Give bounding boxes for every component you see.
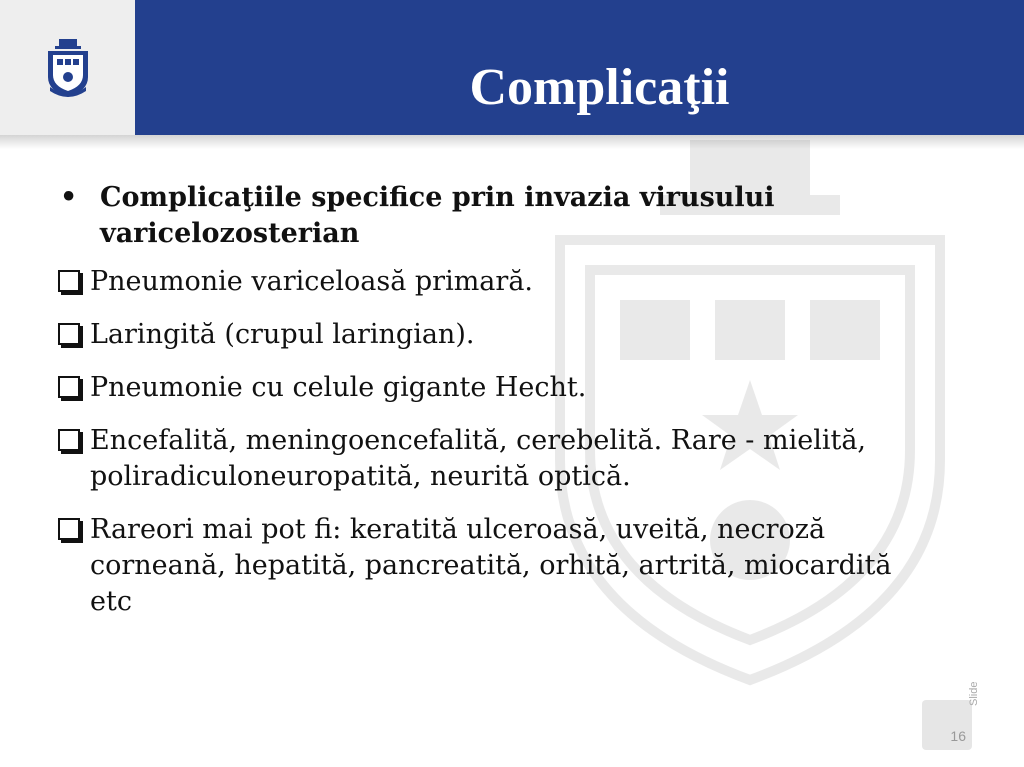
checkbox-bullet-icon — [58, 376, 80, 398]
bullet-dot-icon: • — [60, 182, 78, 213]
checkbox-bullet-icon — [58, 518, 80, 540]
university-crest-icon — [45, 37, 91, 99]
list-item-text: Rareori mai pot fi: keratită ulceroasă, uveită, necroză corneană, hepatită, pancreatită, orhită, artrită, miocardită etc — [90, 514, 892, 617]
list-item — [58, 317, 940, 353]
list-item — [58, 264, 940, 300]
list-item-text: Laringită (crupul laringian). — [90, 319, 475, 350]
slide-label: Slide — [968, 681, 980, 706]
slide-number: 16 — [922, 700, 972, 750]
list-item — [58, 370, 940, 406]
list-item — [58, 512, 940, 620]
page-title: Complicaţii — [469, 59, 730, 116]
checkbox-bullet-icon — [58, 323, 80, 345]
checkbox-bullet-icon — [58, 429, 80, 451]
list-item — [58, 423, 940, 495]
content-area — [60, 180, 940, 637]
logo-area — [0, 0, 135, 135]
header-bar — [135, 0, 1024, 135]
heading-bullet-text: Complicaţiile specifice prin invazia virusului varicelozosterian — [100, 182, 775, 249]
list-item-text: Encefalită, meningoencefalită, cerebelită. Rare - mielită, poliradiculoneuropatită, neurită optică. — [90, 425, 867, 492]
heading-bullet — [60, 180, 940, 252]
list-item-text: Pneumonie variceloasă primară. — [90, 266, 533, 297]
list-item-text: Pneumonie cu celule gigante Hecht. — [90, 372, 587, 403]
checkbox-bullet-icon — [58, 270, 80, 292]
